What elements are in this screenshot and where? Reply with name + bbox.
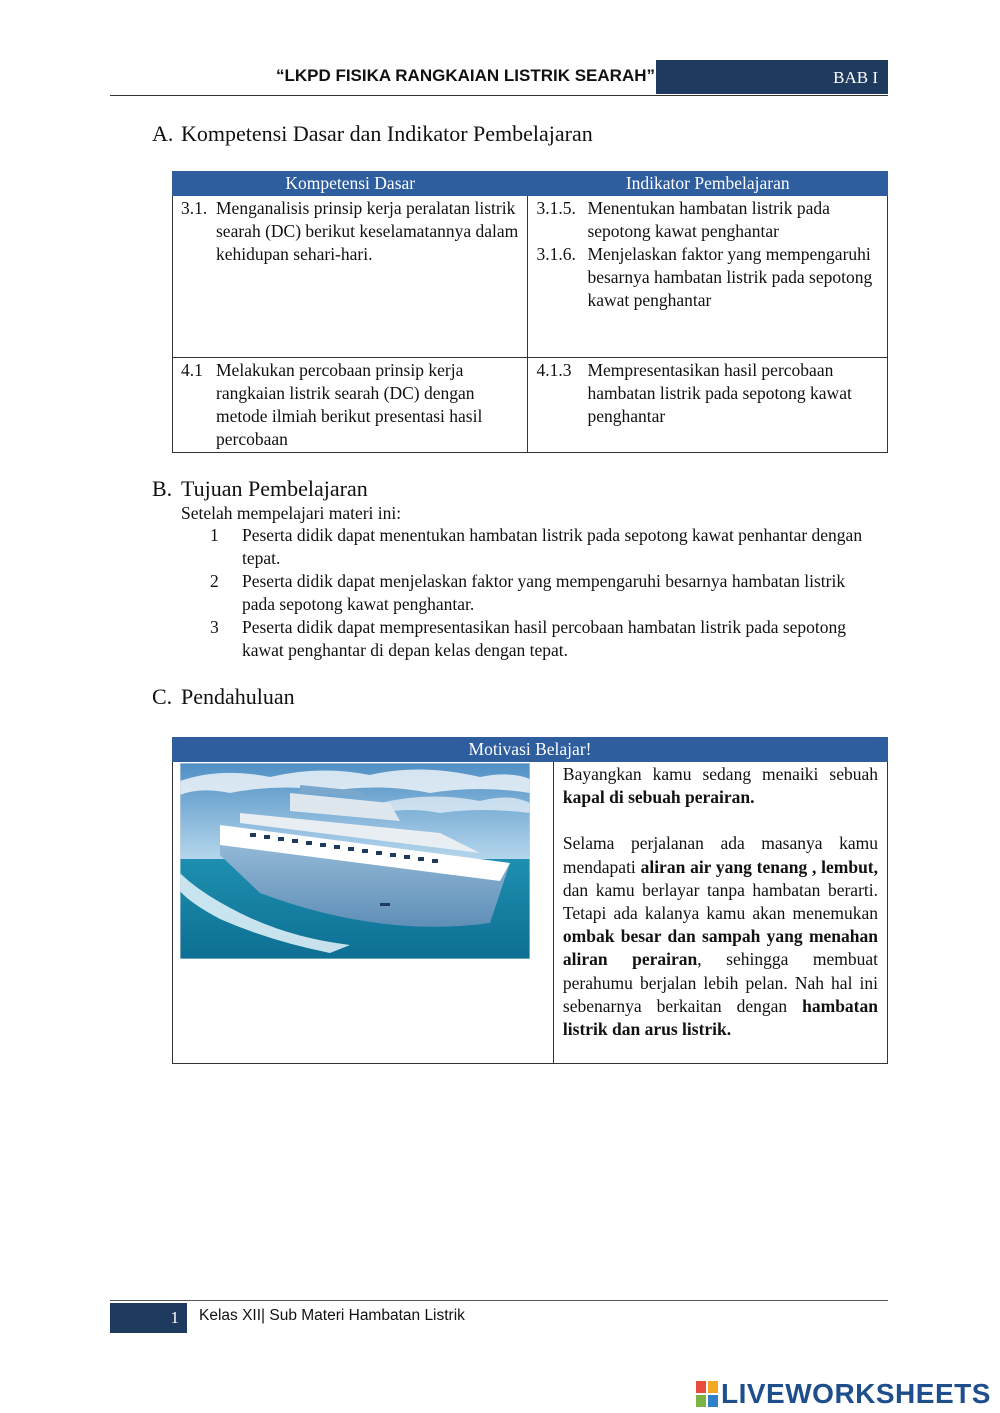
goal-number: 2 <box>210 571 219 591</box>
motivation-paragraph <box>563 832 878 1041</box>
footer-text: Kelas XII| Sub Materi Hambatan Listrik <box>199 1307 465 1324</box>
section-c-heading <box>152 684 295 710</box>
document-title: “LKPD FISIKA RANGKAIAN LISTRIK SEARAH” <box>275 66 655 85</box>
section-b-heading <box>152 476 368 502</box>
indicator-text: Menjelaskan faktor yang mempengaruhi besarnya hambatan listrik pada sepotong kawat penghantar <box>587 244 873 310</box>
kd-number: 4.1 <box>181 360 203 380</box>
section-b-letter: B. <box>152 476 173 501</box>
bold-run: aliran air yang tenang , lembut, <box>640 856 878 877</box>
bold-run: ombak besar dan sampah yang menahan aliran perairan <box>562 926 878 970</box>
indicator-cell <box>528 196 888 358</box>
kd-cell <box>173 358 528 453</box>
table-row <box>173 358 888 453</box>
competency-table-header <box>173 172 888 196</box>
text-run: dan kamu berlayar tanpa hambatan berarti. Tetapi ada kalanya kamu akan menemukan <box>562 879 878 924</box>
list-item <box>210 524 870 570</box>
col-header-indikator: Indikator Pembelajaran <box>528 172 888 196</box>
indicator-item <box>536 359 881 428</box>
ship-image-cell <box>173 762 554 1064</box>
kd-item <box>181 359 521 451</box>
footer-divider <box>110 1300 888 1301</box>
indicator-cell <box>528 358 888 453</box>
kd-text: Melakukan percobaan prinsip kerja rangkaian listrik searah (DC) dengan metode ilmiah berikut presentasi hasil percobaan <box>216 360 483 449</box>
indicator-item <box>536 243 881 312</box>
goal-number: 3 <box>210 617 219 637</box>
list-item <box>210 616 870 662</box>
chapter-badge: BAB I <box>656 60 888 94</box>
motivation-text-cell <box>553 762 887 1064</box>
motivation-row <box>173 762 888 1064</box>
goal-text: Peserta didik dapat menjelaskan faktor yang mempengaruhi besarnya hambatan listrik pada sepotong kawat penghantar. <box>242 571 846 614</box>
goal-number: 1 <box>210 525 219 545</box>
goal-text: Peserta didik dapat menentukan hambatan listrik pada sepotong kawat penhantar dengan tepat. <box>242 525 863 568</box>
header-divider <box>110 95 888 96</box>
section-a-letter: A. <box>152 121 174 146</box>
kd-text: Menganalisis prinsip kerja peralatan listrik searah (DC) berikut keselamatannya dalam kehidupan sehari-hari. <box>216 198 519 264</box>
col-header-kompetensi: Kompetensi Dasar <box>173 172 528 196</box>
section-a-title: Kompetensi Dasar dan Indikator Pembelajaran <box>181 121 593 146</box>
section-c-title: Pendahuluan <box>181 684 295 709</box>
text-run: Selama perjalanan ada masanya kamu mendapati <box>562 833 878 877</box>
table-row <box>173 196 888 358</box>
kd-cell <box>173 196 528 358</box>
liveworksheets-logo-icon <box>696 1381 718 1407</box>
motivation-text <box>563 763 878 1041</box>
bold-run: kapal di sebuah perairan. <box>562 787 755 808</box>
page-number: 1 <box>110 1303 187 1333</box>
cruise-ship-image <box>180 763 530 959</box>
kd-number: 3.1. <box>181 198 208 218</box>
section-c-letter: C. <box>152 684 173 709</box>
motivation-paragraph <box>563 763 878 809</box>
indicator-text: Mempresentasikan hasil percobaan hambatan listrik pada sepotong kawat penghantar <box>587 360 852 426</box>
goals-intro: Setelah mempelajari materi ini: <box>181 503 402 523</box>
indicator-text: Menentukan hambatan listrik pada sepotong kawat penghantar <box>587 198 830 241</box>
indicator-item <box>536 197 881 243</box>
indicator-number: 3.1.6. <box>536 244 576 264</box>
goal-text: Peserta didik dapat mempresentasikan hasil percobaan hambatan listrik pada sepotong kawat penghantar di depan kelas dengan tepat. <box>242 617 847 660</box>
indicator-number: 4.1.3 <box>536 360 572 380</box>
page-header <box>110 60 888 96</box>
motivation-table <box>172 737 888 1064</box>
list-item <box>210 570 870 616</box>
brand-name: LIVEWORKSHEETS <box>721 1378 991 1409</box>
indicator-number: 3.1.5. <box>536 198 576 218</box>
liveworksheets-brand[interactable] <box>696 1377 991 1411</box>
competency-table <box>172 171 888 453</box>
section-b-title: Tujuan Pembelajaran <box>181 476 368 501</box>
motivation-title: Motivasi Belajar! <box>173 738 888 762</box>
motivation-header-row <box>173 738 888 762</box>
section-a-heading <box>152 121 593 147</box>
goals-list <box>210 524 870 662</box>
text-run: Bayangkan kamu sedang menaiki sebuah <box>562 764 878 784</box>
text-run: , sehingga membuat perahumu berjalan lebih pelan. Nah hal ini sebenarnya berkaitan dengan <box>562 949 879 1016</box>
bold-run: hambatan listrik dan arus listrik. <box>562 995 878 1040</box>
kd-item <box>181 197 521 266</box>
